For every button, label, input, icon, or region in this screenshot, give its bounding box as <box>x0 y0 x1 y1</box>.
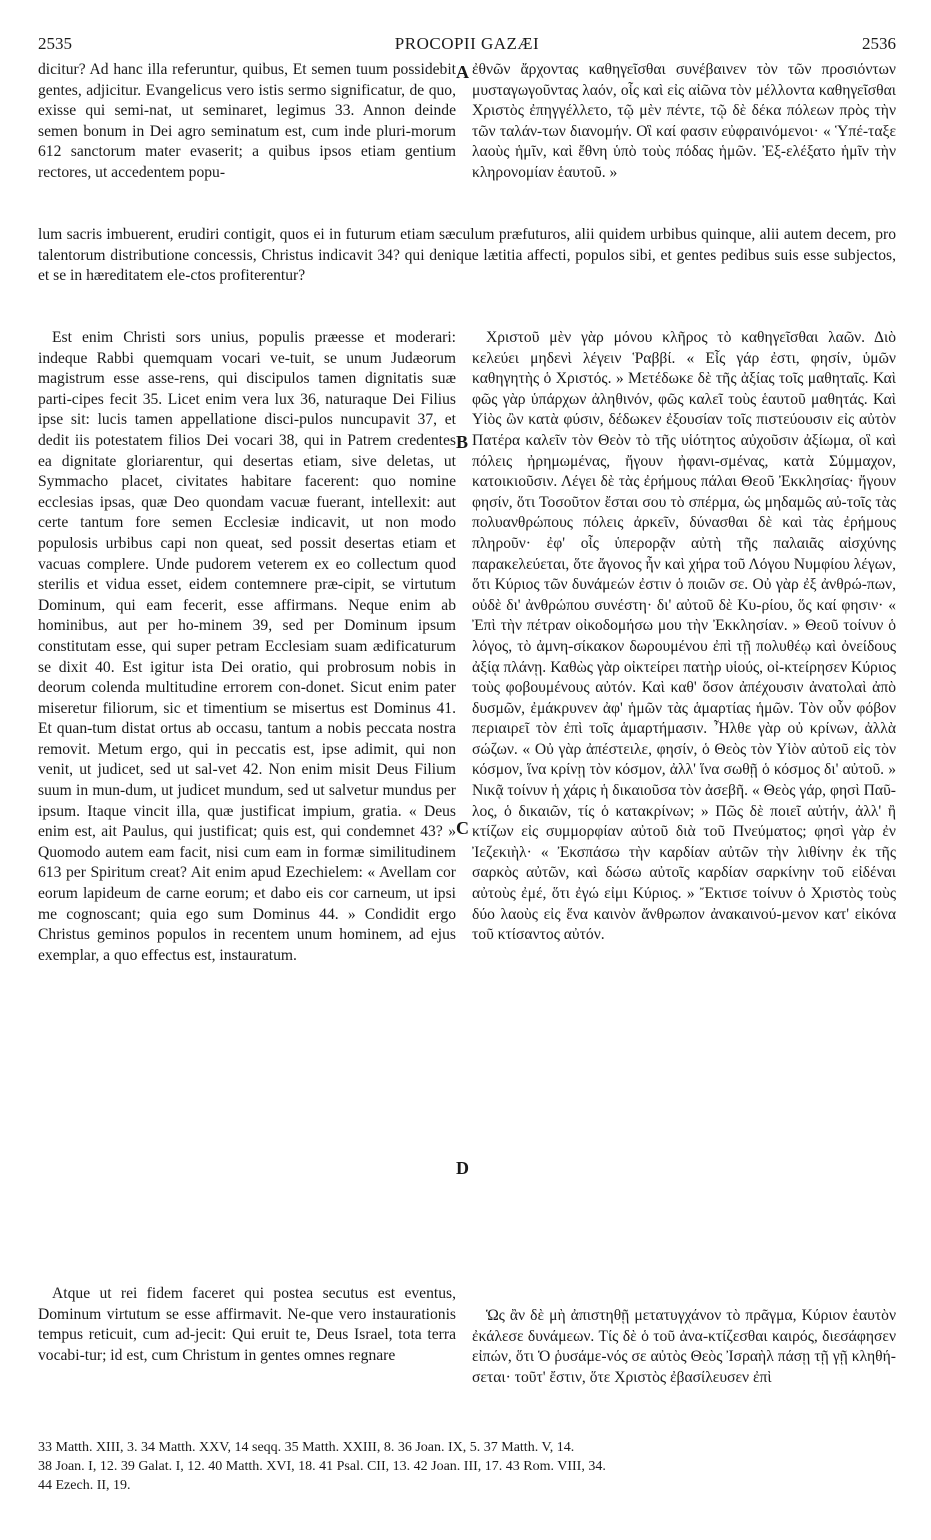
footnote-line: 33 Matth. XIII, 3. 34 Matth. XXV, 14 seqq. 35 Matth. XXIII, 8. 36 Joan. IX, 5. 37 Matth. V, 14. <box>38 1440 575 1455</box>
page <box>38 26 896 1493</box>
greek-block-2 <box>472 328 896 946</box>
right-column-number: 2536 <box>862 34 896 53</box>
section-marker-b: B <box>456 432 469 452</box>
footnote-line: 44 Ezech. II, 19. <box>38 1478 131 1493</box>
latin-full-width <box>38 225 896 287</box>
footnotes <box>38 1438 896 1495</box>
section-marker-a: A <box>456 62 469 82</box>
latin-block-2 <box>38 328 456 966</box>
footnote-line: 38 Joan. I, 12. 39 Galat. I, 12. 40 Matth. XVI, 18. 41 Psal. CII, 13. 42 Joan. III, 17. 43 Rom. VIII, 34. <box>38 1459 606 1474</box>
greek-paragraph: Χριστοῦ μὲν γὰρ μόνου κλῆρος τὸ καθηγεῖσθαι λαῶν. Διὸ κελεύει μηδενὶ λέγειν Ῥαββί. « Εἷς γάρ ἐστι, φησίν, ὑμῶν καθηγητὴς ὁ Χριστός. » Μετέδωκε δὲ τῆς ἀξίας τοῖς μαθηταῖς. Καὶ φῶς γὰρ ὑπάρχων ἀληθινόν, φῶς καλεῖ τοὺς ἑαυτοῦ μαθητάς. Καὶ Υἱὸς ὢν κατὰ φύσιν, δέδωκεν ἐξουσίαν τοῖς πιστεύουσιν εἰς αὐτὸν Πατέρα καλεῖν τὸν Θεὸν τὸ τῆς υἱότητος αὐχοῦσιν ἀξίωμα, οἳ καὶ πόλεις ἠρημωμένας, ἤγουν ἠφανι-σμένας, κατὰ Σύμμαχον, κατοικιοῦσιν. Λέγει δὲ τὰς ἐρήμους πάλαι Θεοῦ Ἐκκλησίας· ἤγουν φησίν, ὅτι Τοσοῦτον ἔσται σου τὸ σπέρμα, ὡς μηδαμῶς αὐ-τοῖς τὰς πολυανθρώπους πόλεις ἀρκεῖν, δύνασθαι δὲ καὶ τὰς ἐρήμους πληροῦν· ἐφ' οἷς ὑπερορᾷν αὐτὴ τῆς παλαιᾶς αἰσχύνης παρακελεύεται, ὅτε ἄγονος ἦν καὶ χήρα τοῦ Λόγου Νυμφίου λέγων, ὅτι Κύριος τῶν δυνάμεών ἐστιν ὁ ποιῶν σε. Οὐ γὰρ ἐξ ἀνθρώ-πων, οὐδὲ δι' ἀνθρώπου συνέστη· δι' αὐτοῦ δὲ Κυ-ρίου, ὅς καί φησιν· « Ἐπὶ τὴν πέτραν οἰκοδομήσω μου τὴν Ἐκκλησίαν. » Θεοῦ τοίνυν ὁ λόγος, τὸ ἀμνη-σίκακον δωρουμένου ἐπὶ τῇ πολυθέῳ καὶ ὀνείδους ἀξίᾳ πλάνῃ. Καθὼς γὰρ οἰκτείρει πατὴρ υἱούς, οἰ-κτείρησεν Κύριος τοὺς φοβουμένους αὐτόν. Καὶ καθ' ὅσον ἀπέχουσιν ἀνατολαὶ ἀπὸ δυσμῶν, ἐμάκρυνεν ἀφ' ἡμῶν τὰς ἁμαρτίας ἡμῶν. Τὸν οὖν φόβον περιαιρεῖ τὸν ἐπὶ τοῖς ἁμαρτήμασιν. Ἦλθε γὰρ οὐ κρίνων, ἀλλὰ σώζων. « Οὐ γὰρ ἀπέστειλε, φησίν, ὁ Θεὸς τὸν Υἱὸν αὐτοῦ εἰς τὸν κόσμον, ἵνα κρίνῃ τὸν κόσμον, ἀλλ' ἵνα σωθῇ ὁ κόσμος δι' αὐτοῦ. » Νικᾷ τοίνυν ἡ χάρις ἡ δικαιοῦσα τὸν ἀσεβῆ. « Θεὸς γάρ, φησὶ Παῦ-λος, ὁ δικαιῶν, τίς ὁ κατακρίνων; » Πῶς δὲ ποιεῖ αὐτήν, ἀλλ' ἢ κτίζων εἰς συμμορφίαν αὐτοῦ διὰ τοῦ Πνεύματος; φησὶ γὰρ ἐν Ἰεζεκιὴλ· « Ἐκσπάσω τὴν καρδίαν αὐτῶν τὴν λιθίνην ἐκ τῆς σαρκὸς αὐτῶν, καὶ δώσω αὐτοῖς καρδίαν σαρκίνην τοῦ εἰδέναι αὐτοὺς ἐμέ, ὅτι ἐγώ εἰμι Κύριος. » Ἔκτισε τοίνυν ὁ Χριστὸς τοὺς δύο λαοὺς εἰς ἕνα καινὸν ἄνθρωπον ἀνακαινού-μενον κατ' εἰκόνα τοῦ κτίσαντος αὐτόν. <box>472 329 896 944</box>
latin-paragraph: Est enim Christi sors unius, populis præesse et moderari: indeque Rabbi quemquam vocari ve-tuit, se unum Judæorum magistrum esse asse-rens, qui discipulos tamen dignitatis suæ parti-cipes fecit 35. Licet enim vera lux 36, naturaque Dei Filius ipse sit: lucis tamen appellatione disci-pulos nuncupavit 37, et dedit iis potestatem filios Dei vocari 38, qui in Patrem credentes ea dignitate gloriarentur, qui desertas etiam, sive deletas, ut Symmacho placet, civitates habitare facerent: quo nomine ecclesias ipsas, quæ Deo quondam vacuæ fuerant, intellexit: aut certe tantum fore semen Ecclesiæ indicavit, ut non modo populosis urbibus capi non queat, sed possit desertas etiam et vacuas complere. Unde pudorem veterem ex eo collectum quod sterilis et vidua esset, eidem contemnere præ-cipit, se virtutum Dominum, qui eam fecerit, esse affirmans. Neque enim ab hominibus, aut per ho-minem 39, sed per Dominum ipsum constitutam esse, qui super petram Ecclesiam suam ædificaturum se dixit 40. Est igitur ista Dei oratio, qui probrosum nobis in deorum colenda multitudine errorem con-donet. Sicut enim pater miseretur filiorum, sic et timentium se misertus est Dominus 41. Et quan-tum distat ortus ab occasu, tantum a nobis peccata nostra removit. Metum ergo, qui in peccatis est, ipse adimit, qui non venit, ut judicet, sed ut sal-vet 42. Non enim misit Deus Filium suum in mun-dum, ut judicet mundum, sed ut salvetur mundus per ipsum. Itaque vincit illa, quæ justificat impium, gratia. « Deus enim est, ait Paulus, qui justificat; quis est, qui condemnet 43? » Quomodo autem eam facit, nisi cum eam in formæ similitudinem 613 per Spiritum creat? Ait enim apud Ezechielem: « Avellam cor eorum lapideum de carne eorum; et dabo eis cor carneum, ut ipsi me cognoscant; quia ego sum Dominus 44. » Condidit ergo Christus geminos populos in recentem unum hominem, ad ejus exemplar, a quo effectus est, instauratum. <box>38 329 456 964</box>
left-column-number: 2535 <box>38 34 72 53</box>
greek-block-1 <box>472 60 896 184</box>
greek-block-3 <box>472 1306 896 1388</box>
latin-paragraph: dicitur? Ad hanc illa referuntur, quibus, Et semen tuum possidebit gentes, adjicitur. Evangelicus vero istis sermo significatur, de quo, exisse qui semi-nat, ut seminaret, legimus 33. Annon deinde semen bonum in Dei agro seminatum est, cum inde pluri-morum 612 sanctorum mater evaserit; a quibus ipsos etiam gentium rectores, ut accedentem popu- <box>38 61 456 181</box>
section-marker-d: D <box>456 1158 469 1178</box>
section-marker-c: C <box>456 818 469 838</box>
latin-block-1 <box>38 60 456 184</box>
latin-paragraph: lum sacris imbuerent, erudiri contigit, quos ei in futurum etiam sæculum præfuturos, alii quidem urbibus quinque, alii autem decem, pro talentorum distributione concessis, Christus indicavit 34? qui denique lætitia affecti, populos sibi, et gentes pedibus suis esse subjectos, et se in hæreditatem ele-ctos profiterentur? <box>38 226 896 285</box>
latin-block-3 <box>38 1284 456 1366</box>
running-title: PROCOPII GAZÆI <box>394 34 540 53</box>
greek-paragraph: Ὡς ἂν δὲ μὴ ἀπιστηθῇ μετατυγχάνον τὸ πρᾶγμα, Κύριον ἑαυτὸν ἐκάλεσε δυνάμεων. Τίς δὲ ὁ τοῦ ἀνα-κτίζεσθαι καιρός, διεσάφησεν εἰπών, ὅτι Ὁ ῥυσάμε-νός σε αὐτὸς Θεὸς Ἰσραὴλ πάσῃ τῇ γῇ κληθή-σεται· τοῦτ' ἔστιν, ὅτε Χριστὸς ἐβασίλευσεν ἐπὶ <box>472 1307 896 1386</box>
latin-paragraph: Atque ut rei fidem faceret qui postea secutus est eventus, Dominum virtutum se esse affirmavit. Ne-que vero instaurationis tempus reticuit, cum ad-jecit: Qui eruit te, Deus Israel, tota terra vocabi-tur; id est, cum Christum in gentes omnes regnare <box>38 1285 456 1364</box>
page-header <box>38 26 896 60</box>
greek-paragraph: ἐθνῶν ἄρχοντας καθηγεῖσθαι συνέβαινεν τὸν τῶν προσιόντων μυσταγωγοῦντας λαόν, οἷς καὶ εἰς αἰῶνα τὸν μέλλοντα καθηγεῖσθαι Χριστὸς ἐπηγγέλλετο, τῷ μὲν πέντε, τῷ δὲ δέκα πόλεων πρὸς τὴν τῶν ταλάν-των διανομήν. Οἳ καί φασιν εὐφραινόμενοι· « Ὑπέ-ταξε λαοὺς ἡμῖν, καὶ ἔθνη ὑπὸ τοὺς πόδας ἡμῶν. Ἐξ-ελέξατο ἡμῖν τὴν κληρονομίαν ἑαυτοῦ. » <box>472 61 896 181</box>
